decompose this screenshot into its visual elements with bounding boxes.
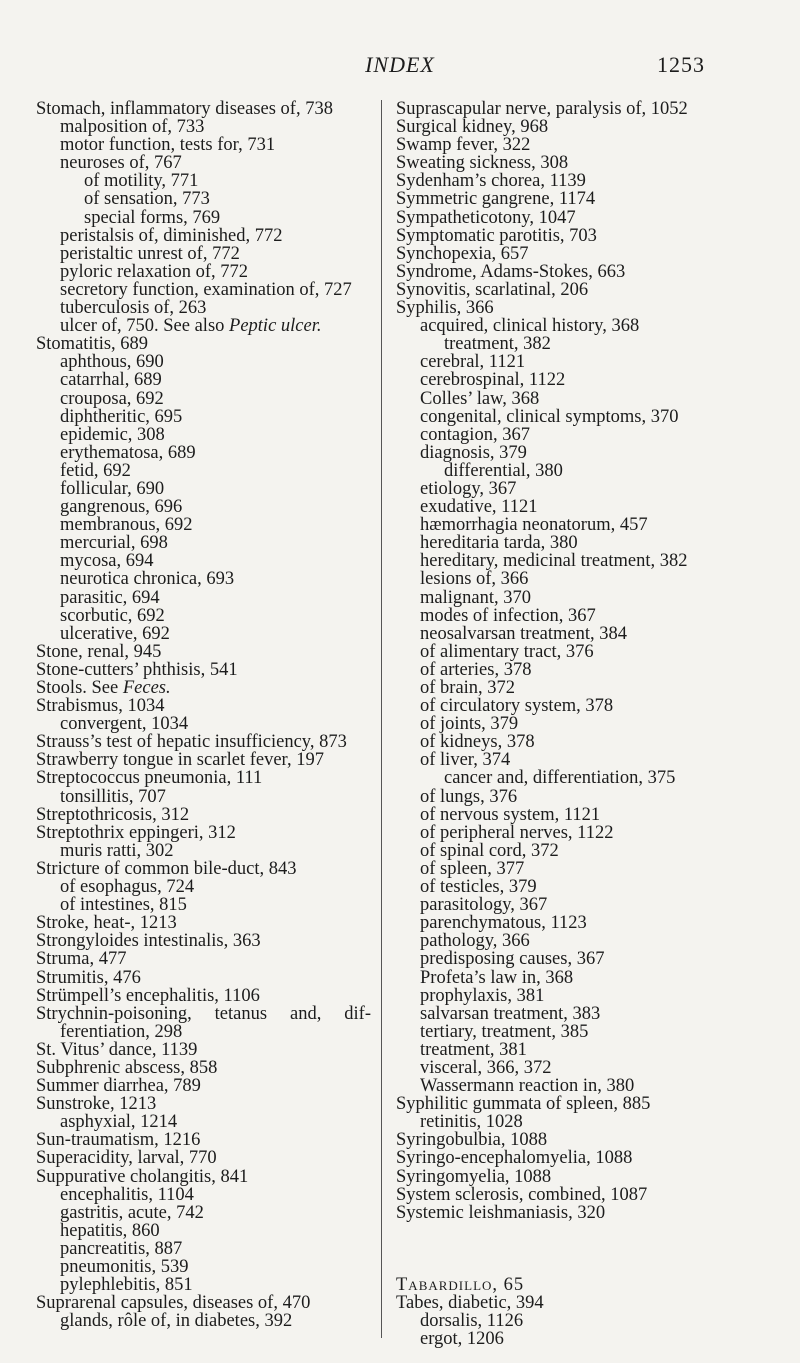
index-subentry: mycosa, 694 bbox=[60, 551, 154, 572]
index-entry: Struma, 477 bbox=[36, 949, 127, 970]
index-entry: Strumitis, 476 bbox=[36, 967, 141, 988]
index-subentry: erythematosa, 689 bbox=[60, 442, 196, 463]
index-entry: Sun-traumatism, 1216 bbox=[36, 1130, 201, 1151]
index-subentry: membranous, 692 bbox=[60, 515, 193, 536]
index-entry: Stricture of common bile-duct, 843 bbox=[36, 858, 297, 879]
index-entry: Syphilis, 366 bbox=[396, 298, 494, 319]
index-subentry: gastritis, acute, 742 bbox=[60, 1202, 204, 1223]
index-subentry: convergent, 1034 bbox=[60, 714, 189, 735]
index-subentry: malignant, 370 bbox=[420, 587, 531, 608]
column-divider bbox=[381, 100, 382, 1338]
index-subentry: of nervous system, 1121 bbox=[420, 804, 601, 825]
index-subentry: of testicles, 379 bbox=[420, 877, 537, 898]
index-entry: Strauss’s test of hepatic insufficiency, 873 bbox=[36, 732, 347, 753]
index-entry: Superacidity, larval, 770 bbox=[36, 1148, 217, 1169]
index-subentry: of peripheral nerves, 1122 bbox=[420, 822, 614, 843]
running-title: INDEX bbox=[365, 52, 435, 77]
index-entry: Stools. See Feces. bbox=[36, 678, 171, 698]
index-subentry: cerebrospinal, 1122 bbox=[420, 370, 566, 391]
index-entry: Stroke, heat-, 1213 bbox=[36, 913, 177, 934]
index-entry: Subphrenic abscess, 858 bbox=[36, 1057, 218, 1078]
index-entry: Strawberry tongue in scarlet fever, 197 bbox=[36, 750, 324, 771]
index-subentry: of sensation, 773 bbox=[84, 189, 210, 210]
index-subentry: neuroses of, 767 bbox=[60, 153, 182, 174]
index-entry: St. Vitus’ dance, 1139 bbox=[36, 1039, 198, 1060]
index-subentry: of motility, 771 bbox=[84, 171, 199, 192]
index-subentry: peristalsis of, diminished, 772 bbox=[60, 225, 283, 246]
index-entry: Sympatheticotony, 1047 bbox=[396, 207, 576, 228]
index-column-right bbox=[396, 100, 734, 1348]
index-entry: Sunstroke, 1213 bbox=[36, 1094, 157, 1115]
index-subentry: crouposa, 692 bbox=[60, 388, 164, 409]
index-entry: Strychnin-poisoning, tetanus and, dif- bbox=[36, 1003, 371, 1024]
index-subentry: peristaltic unrest of, 772 bbox=[60, 243, 240, 264]
index-subentry: parenchymatous, 1123 bbox=[420, 913, 587, 934]
index-subentry: asphyxial, 1214 bbox=[60, 1112, 178, 1133]
index-subentry: pathology, 366 bbox=[420, 931, 530, 952]
index-entry: Suprascapular nerve, paralysis of, 1052 bbox=[396, 99, 688, 119]
index-subentry: congenital, clinical symptoms, 370 bbox=[420, 406, 679, 427]
index-entry: Stomach, inflammatory diseases of, 738 bbox=[36, 99, 333, 119]
index-subentry: diagnosis, 379 bbox=[420, 442, 527, 463]
index-subentry: differential, 380 bbox=[444, 460, 563, 481]
index-subentry: cancer and, differentiation, 375 bbox=[444, 768, 676, 789]
index-subentry: of joints, 379 bbox=[420, 714, 519, 735]
index-entry: Syringo-encephalomyelia, 1088 bbox=[396, 1148, 633, 1169]
index-entry: Systemic leishmaniasis, 320 bbox=[396, 1202, 606, 1223]
index-subentry: aphthous, 690 bbox=[60, 352, 164, 373]
index-subentry: prophylaxis, 381 bbox=[420, 985, 545, 1006]
index-subentry: of spleen, 377 bbox=[420, 858, 525, 879]
index-subentry: tonsillitis, 707 bbox=[60, 786, 166, 807]
index-entry: Stone, renal, 945 bbox=[36, 641, 162, 662]
index-entry: Sydenham’s chorea, 1139 bbox=[396, 171, 586, 192]
index-subentry: acquired, clinical history, 368 bbox=[420, 316, 640, 337]
index-subentry: parasitic, 694 bbox=[60, 587, 160, 608]
index-subentry: of spinal cord, 372 bbox=[420, 840, 559, 861]
index-subentry: hepatitis, 860 bbox=[60, 1220, 160, 1241]
index-column-left bbox=[36, 100, 371, 1330]
index-entry: Surgical kidney, 968 bbox=[396, 117, 549, 138]
index-subentry: ergot, 1206 bbox=[420, 1329, 504, 1350]
index-entry: Symmetric gangrene, 1174 bbox=[396, 189, 596, 210]
index-subentry: of circulatory system, 378 bbox=[420, 696, 614, 717]
index-entry: Swamp fever, 322 bbox=[396, 135, 531, 156]
index-subentry: visceral, 366, 372 bbox=[420, 1057, 552, 1078]
index-entry: Suprarenal capsules, diseases of, 470 bbox=[36, 1293, 311, 1314]
index-subentry: neosalvarsan treatment, 384 bbox=[420, 623, 628, 644]
index-subentry: contagion, 367 bbox=[420, 424, 530, 445]
index-entry: Syringomyelia, 1088 bbox=[396, 1166, 552, 1187]
index-subentry: of lungs, 376 bbox=[420, 786, 518, 807]
index-entry: Strongyloides intestinalis, 363 bbox=[36, 931, 261, 952]
index-entry: Stomatitis, 689 bbox=[36, 334, 149, 355]
index-subentry: cerebral, 1121 bbox=[420, 352, 526, 373]
index-subentry: etiology, 367 bbox=[420, 478, 517, 499]
index-entry: Suppurative cholangitis, 841 bbox=[36, 1166, 249, 1187]
index-subentry: pneumonitis, 539 bbox=[60, 1257, 189, 1277]
index-subentry: retinitis, 1028 bbox=[420, 1112, 523, 1133]
index-subentry: parasitology, 367 bbox=[420, 895, 548, 916]
index-entry: Tabardillo, 65 bbox=[396, 1274, 525, 1295]
index-subentry: diphtheritic, 695 bbox=[60, 406, 183, 427]
index-entry: Syringobulbia, 1088 bbox=[396, 1130, 548, 1151]
index-subentry: tertiary, treatment, 385 bbox=[420, 1021, 589, 1042]
index-subentry: ferentiation, 298 bbox=[60, 1021, 183, 1042]
index-subentry: salvarsan treatment, 383 bbox=[420, 1003, 601, 1024]
index-gap bbox=[396, 1222, 734, 1276]
index-subentry: Profeta’s law in, 368 bbox=[420, 967, 574, 988]
index-entry: Summer diarrhea, 789 bbox=[36, 1076, 201, 1097]
index-subentry: hereditary, medicinal treatment, 382 bbox=[420, 551, 688, 572]
index-entry: Syphilitic gummata of spleen, 885 bbox=[396, 1094, 651, 1115]
index-subentry: neurotica chronica, 693 bbox=[60, 569, 235, 590]
index-subentry: pancreatitis, 887 bbox=[60, 1238, 183, 1259]
index-subentry: modes of infection, 367 bbox=[420, 605, 596, 626]
index-subentry: of kidneys, 378 bbox=[420, 732, 535, 753]
index-subentry: of brain, 372 bbox=[420, 678, 516, 698]
index-entry: Strümpell’s encephalitis, 1106 bbox=[36, 985, 260, 1006]
index-entry: Syndrome, Adams-Stokes, 663 bbox=[396, 261, 626, 282]
index-subentry: of intestines, 815 bbox=[60, 895, 187, 916]
index-entry: Stone-cutters’ phthisis, 541 bbox=[36, 659, 238, 680]
index-subentry: predisposing causes, 367 bbox=[420, 949, 605, 970]
index-entry: Streptothricosis, 312 bbox=[36, 804, 190, 825]
index-subentry: ulcerative, 692 bbox=[60, 623, 170, 644]
index-entry: Streptococcus pneumonia, 111 bbox=[36, 768, 263, 789]
index-subentry: treatment, 382 bbox=[444, 334, 551, 355]
index-entry: Symptomatic parotitis, 703 bbox=[396, 225, 597, 246]
index-subentry: Wassermann reaction in, 380 bbox=[420, 1076, 635, 1097]
index-subentry: pylephlebitis, 851 bbox=[60, 1275, 193, 1296]
index-subentry: treatment, 381 bbox=[420, 1039, 527, 1060]
page-number: 1253 bbox=[657, 52, 705, 77]
index-subentry: pyloric relaxation of, 772 bbox=[60, 261, 249, 282]
index-subentry: glands, rôle of, in diabetes, 392 bbox=[60, 1311, 293, 1332]
index-subentry: follicular, 690 bbox=[60, 478, 165, 499]
index-subentry: encephalitis, 1104 bbox=[60, 1184, 194, 1205]
index-subentry: Colles’ law, 368 bbox=[420, 388, 540, 409]
index-subentry: epidemic, 308 bbox=[60, 424, 165, 445]
index-subentry: hereditaria tarda, 380 bbox=[420, 533, 578, 554]
index-subentry: dorsalis, 1126 bbox=[420, 1311, 524, 1331]
index-entry: Strabismus, 1034 bbox=[36, 696, 165, 717]
index-subentry: of liver, 374 bbox=[420, 750, 511, 771]
index-subentry: fetid, 692 bbox=[60, 460, 131, 481]
index-subentry: of esophagus, 724 bbox=[60, 877, 195, 898]
index-subentry: of alimentary tract, 376 bbox=[420, 641, 594, 662]
index-subentry: tuberculosis of, 263 bbox=[60, 298, 207, 319]
index-subentry: lesions of, 366 bbox=[420, 569, 529, 590]
index-entry: System sclerosis, combined, 1087 bbox=[396, 1184, 648, 1205]
index-subentry: exudative, 1121 bbox=[420, 497, 538, 518]
index-subentry: motor function, tests for, 731 bbox=[60, 135, 276, 156]
index-entry: Tabes, diabetic, 394 bbox=[396, 1292, 544, 1313]
index-entry: Synovitis, scarlatinal, 206 bbox=[396, 279, 589, 300]
index-entry: Sweating sickness, 308 bbox=[396, 153, 569, 174]
index-subentry: malposition of, 733 bbox=[60, 117, 205, 138]
index-subentry: secretory function, examination of, 727 bbox=[60, 279, 352, 300]
index-subentry: catarrhal, 689 bbox=[60, 370, 162, 391]
index-subentry: ulcer of, 750. See also Peptic ulcer. bbox=[60, 316, 322, 337]
index-subentry: gangrenous, 696 bbox=[60, 497, 183, 518]
index-subentry: mercurial, 698 bbox=[60, 533, 168, 554]
index-subentry: scorbutic, 692 bbox=[60, 605, 165, 626]
page-header bbox=[0, 52, 800, 82]
index-subentry: special forms, 769 bbox=[84, 207, 221, 228]
index-subentry: hæmorrhagia neonatorum, 457 bbox=[420, 515, 648, 536]
index-entry: Streptothrix eppingeri, 312 bbox=[36, 822, 236, 843]
index-subentry: of arteries, 378 bbox=[420, 659, 532, 680]
index-entry: Synchopexia, 657 bbox=[396, 243, 529, 264]
index-subentry: muris ratti, 302 bbox=[60, 840, 174, 861]
